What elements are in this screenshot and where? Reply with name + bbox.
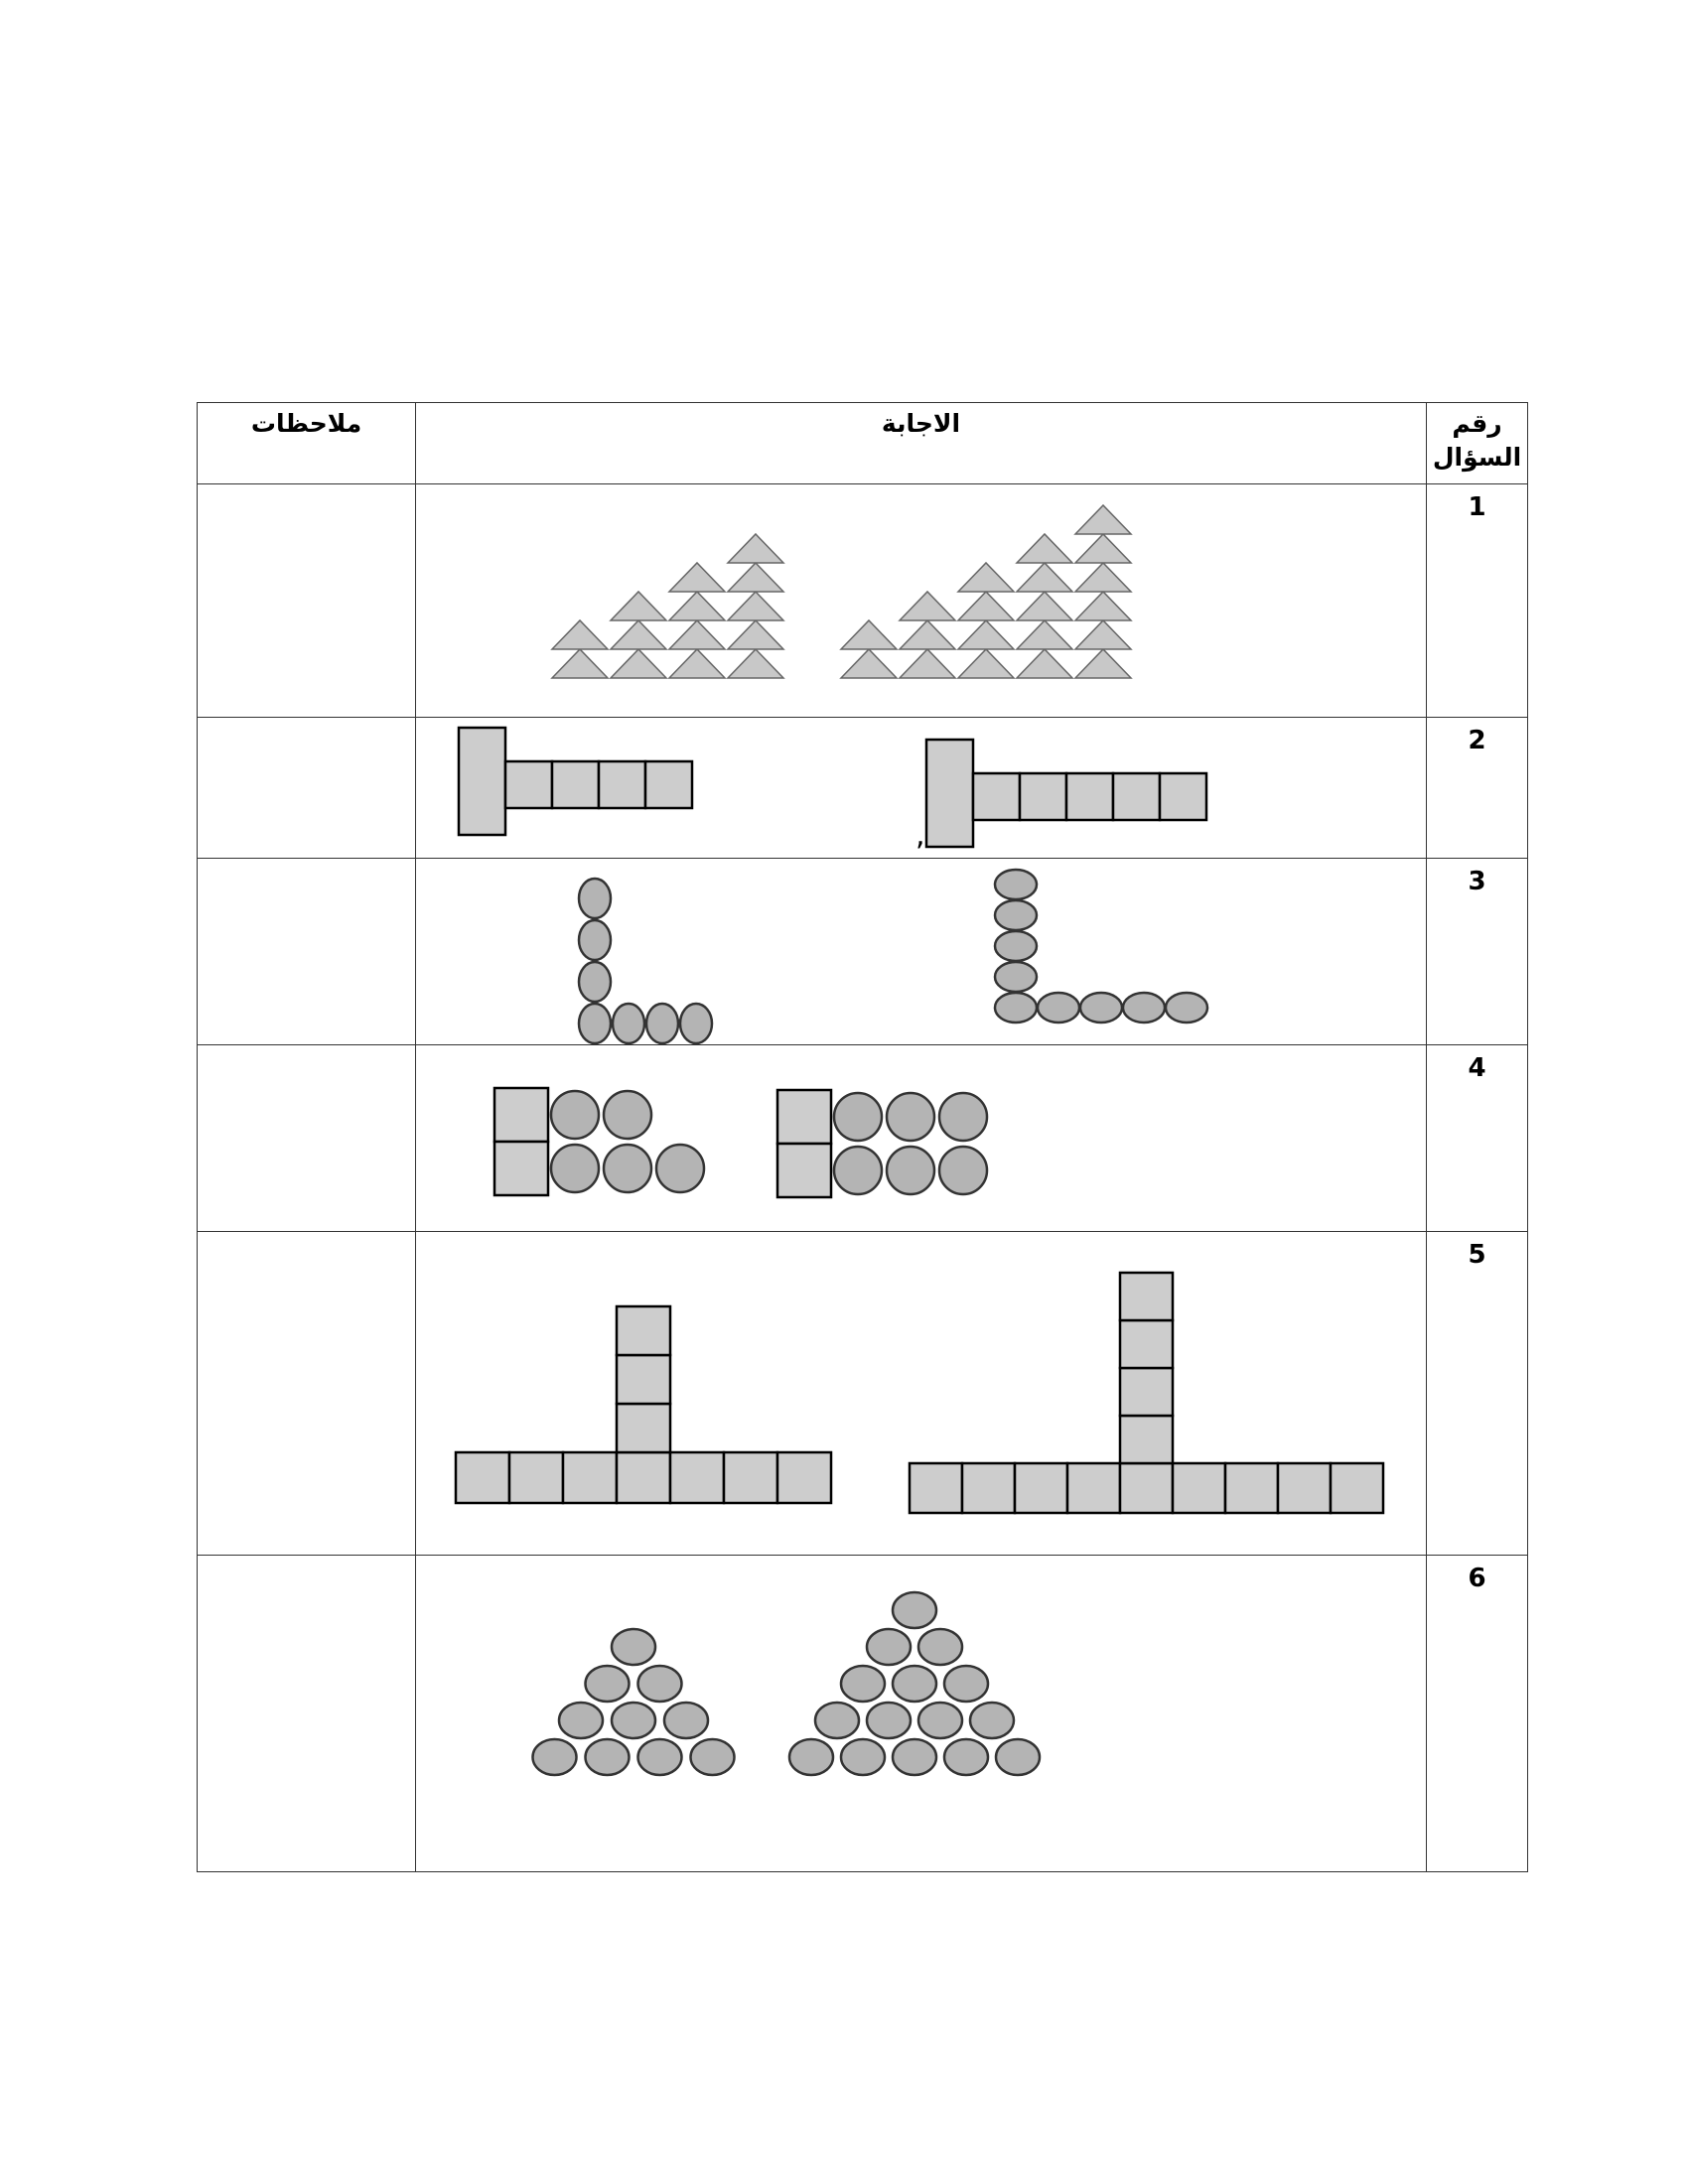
triangle xyxy=(1075,649,1131,678)
triangle xyxy=(841,649,897,678)
square xyxy=(617,1404,670,1452)
triangle xyxy=(841,620,897,649)
answer-cell xyxy=(416,1556,1427,1872)
answer-cell xyxy=(416,1232,1427,1556)
notes-cell xyxy=(198,859,416,1045)
square xyxy=(777,1090,831,1144)
circle xyxy=(918,1629,962,1665)
triangle xyxy=(728,649,783,678)
circle xyxy=(867,1703,911,1738)
square xyxy=(973,773,1020,820)
square xyxy=(670,1452,724,1503)
circle xyxy=(893,1666,936,1702)
square xyxy=(1120,1320,1173,1368)
question-number: 4 xyxy=(1427,1045,1528,1232)
notes-cell xyxy=(198,484,416,718)
circle xyxy=(656,1145,704,1192)
circle xyxy=(691,1739,735,1775)
triangle xyxy=(611,592,666,620)
triangle xyxy=(958,592,1014,620)
rectangle-squares-figure xyxy=(416,718,1427,859)
table-header-row xyxy=(198,403,1528,484)
answer-header: الاجابة xyxy=(416,403,1427,484)
triangle xyxy=(611,620,666,649)
triangle xyxy=(958,649,1014,678)
circle xyxy=(893,1592,936,1628)
circle xyxy=(944,1739,988,1775)
notes-cell xyxy=(198,1556,416,1872)
square xyxy=(505,761,552,808)
oval xyxy=(579,962,611,1002)
circle xyxy=(841,1739,885,1775)
triangle xyxy=(1075,534,1131,563)
oval xyxy=(646,1004,678,1043)
circle xyxy=(815,1703,859,1738)
square xyxy=(724,1452,777,1503)
question-number: 2 xyxy=(1427,718,1528,859)
square xyxy=(1120,1368,1173,1416)
circle xyxy=(551,1091,599,1139)
triangle xyxy=(1017,620,1072,649)
square xyxy=(1020,773,1066,820)
circle-triangles-figure xyxy=(416,1556,1427,1872)
tall-rectangle xyxy=(926,740,973,847)
oval xyxy=(1080,993,1122,1023)
question-number: 1 xyxy=(1427,484,1528,718)
square xyxy=(777,1144,831,1197)
oval xyxy=(995,993,1037,1023)
circle xyxy=(586,1666,630,1702)
circle xyxy=(944,1666,988,1702)
circle xyxy=(834,1093,882,1141)
triangle xyxy=(669,620,725,649)
square xyxy=(1066,773,1113,820)
oval xyxy=(579,1004,611,1043)
circle xyxy=(887,1093,934,1141)
notes-cell xyxy=(198,1232,416,1556)
triangle xyxy=(669,563,725,592)
triangle xyxy=(900,649,955,678)
square xyxy=(645,761,692,808)
circle xyxy=(887,1147,934,1194)
stray-comma: , xyxy=(915,818,925,853)
circle xyxy=(604,1145,651,1192)
oval xyxy=(613,1004,644,1043)
square xyxy=(494,1142,548,1195)
triangle xyxy=(1075,592,1131,620)
oval xyxy=(579,879,611,918)
square xyxy=(962,1463,1015,1513)
circle xyxy=(841,1666,885,1702)
oval xyxy=(995,931,1037,961)
notes-cell xyxy=(198,1045,416,1232)
table-row xyxy=(198,484,1528,718)
triangle xyxy=(1075,563,1131,592)
oval xyxy=(579,920,611,960)
circle xyxy=(638,1739,682,1775)
table-row xyxy=(198,1232,1528,1556)
square xyxy=(617,1355,670,1404)
triangle-staircase-figure xyxy=(416,484,1427,718)
square xyxy=(1225,1463,1278,1513)
triangle xyxy=(669,592,725,620)
triangle xyxy=(1017,592,1072,620)
answer-cell xyxy=(416,718,1427,859)
square xyxy=(1113,773,1160,820)
square xyxy=(1278,1463,1331,1513)
square xyxy=(1120,1416,1173,1463)
triangle xyxy=(958,620,1014,649)
table-row xyxy=(198,718,1528,859)
circle xyxy=(834,1147,882,1194)
question-number-header: رقم السؤال xyxy=(1427,403,1528,484)
triangle xyxy=(728,534,783,563)
circle xyxy=(533,1739,577,1775)
question-number: 5 xyxy=(1427,1232,1528,1556)
l-shaped-ovals-figure xyxy=(416,859,1427,1045)
square xyxy=(563,1452,617,1503)
circle xyxy=(612,1629,655,1665)
circle xyxy=(586,1739,630,1775)
triangle xyxy=(669,649,725,678)
circle xyxy=(664,1703,708,1738)
triangle xyxy=(1017,534,1072,563)
triangle xyxy=(958,563,1014,592)
circle xyxy=(604,1091,651,1139)
square xyxy=(599,761,645,808)
tall-rectangle xyxy=(459,728,505,835)
circle xyxy=(559,1703,603,1738)
square xyxy=(1015,1463,1067,1513)
question-number: 3 xyxy=(1427,859,1528,1045)
t-shaped-squares-figure xyxy=(416,1232,1427,1556)
circle xyxy=(638,1666,682,1702)
circle xyxy=(970,1703,1014,1738)
notes-header: ملاحظات xyxy=(198,403,416,484)
oval xyxy=(680,1004,712,1043)
square xyxy=(777,1452,831,1503)
notes-cell xyxy=(198,718,416,859)
triangle xyxy=(552,649,608,678)
circle xyxy=(939,1093,987,1141)
triangle xyxy=(611,649,666,678)
answer-cell xyxy=(416,484,1427,718)
oval xyxy=(1123,993,1165,1023)
table-row xyxy=(198,1556,1528,1872)
square xyxy=(617,1452,670,1503)
triangle xyxy=(1075,620,1131,649)
table-row xyxy=(198,859,1528,1045)
triangle xyxy=(728,620,783,649)
circle xyxy=(939,1147,987,1194)
circle xyxy=(918,1703,962,1738)
answer-table xyxy=(197,402,1528,1872)
oval xyxy=(1166,993,1207,1023)
circle xyxy=(551,1145,599,1192)
square xyxy=(617,1306,670,1355)
oval xyxy=(1038,993,1079,1023)
triangle xyxy=(552,620,608,649)
oval xyxy=(995,900,1037,930)
circle xyxy=(893,1739,936,1775)
square xyxy=(552,761,599,808)
square xyxy=(509,1452,563,1503)
squares-circles-figure xyxy=(416,1045,1427,1232)
table-row xyxy=(198,1045,1528,1232)
circle xyxy=(612,1703,655,1738)
oval xyxy=(995,870,1037,899)
triangle xyxy=(728,563,783,592)
square xyxy=(456,1452,509,1503)
square xyxy=(494,1088,548,1142)
triangle xyxy=(1017,563,1072,592)
triangle xyxy=(900,620,955,649)
question-number: 6 xyxy=(1427,1556,1528,1872)
answer-cell xyxy=(416,1045,1427,1232)
triangle xyxy=(728,592,783,620)
triangle xyxy=(900,592,955,620)
square xyxy=(1160,773,1206,820)
triangle xyxy=(1075,505,1131,534)
square xyxy=(1067,1463,1120,1513)
circle xyxy=(996,1739,1040,1775)
square xyxy=(1331,1463,1383,1513)
triangle xyxy=(1017,649,1072,678)
square xyxy=(1120,1273,1173,1320)
circle xyxy=(867,1629,911,1665)
square xyxy=(1120,1463,1173,1513)
square xyxy=(910,1463,962,1513)
circle xyxy=(789,1739,833,1775)
answer-cell xyxy=(416,859,1427,1045)
oval xyxy=(995,962,1037,992)
square xyxy=(1173,1463,1225,1513)
